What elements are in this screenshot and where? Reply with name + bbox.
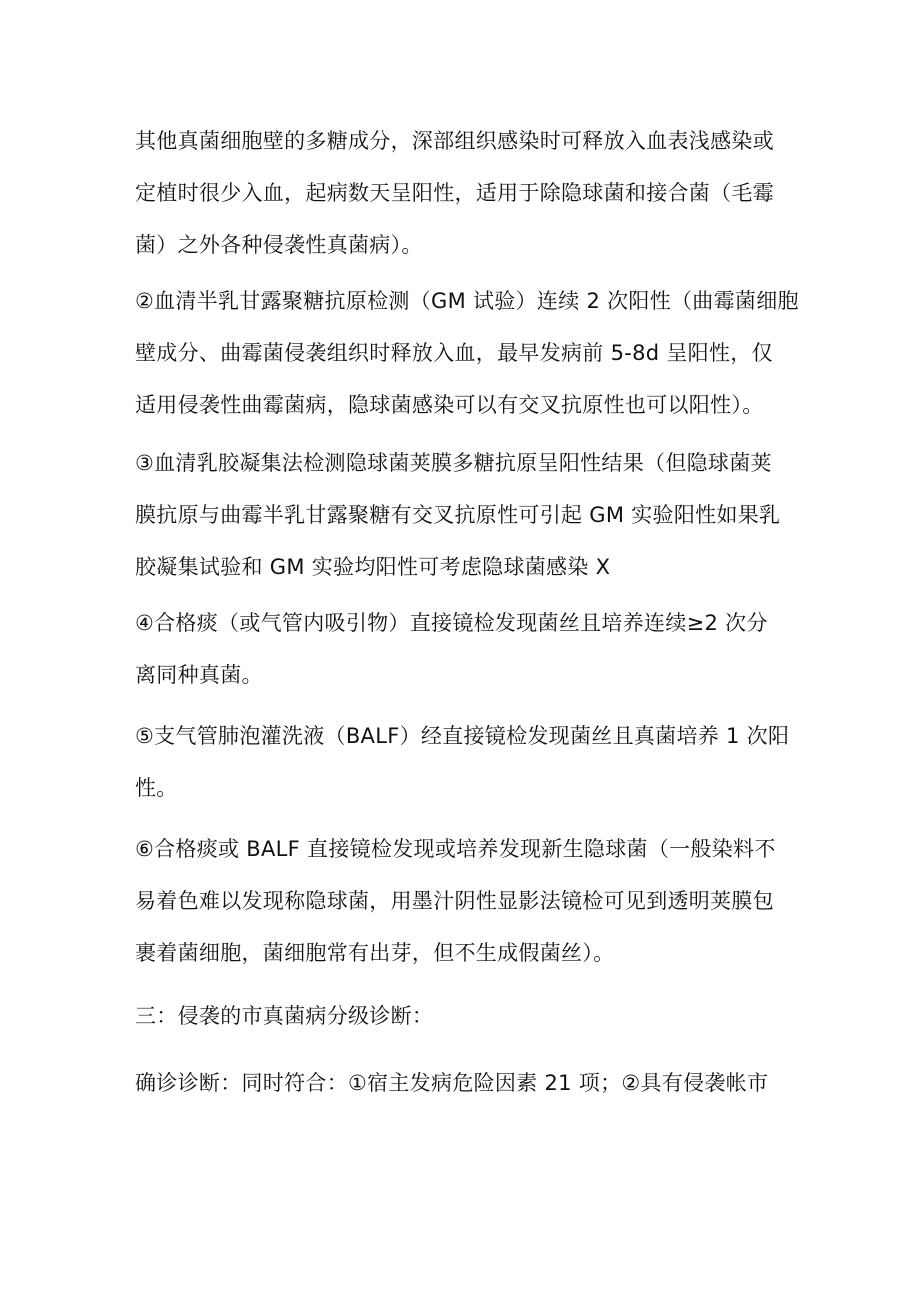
text-line: 离同种真菌。 <box>135 663 263 687</box>
text-line: ②血清半乳甘露聚糖抗原检测（GM 试验）连续 2 次阳性（曲霉菌细胞 <box>135 289 799 313</box>
text-line: 壁成分、曲霉菌侵袭组织时释放入血，最早发病前 5-8d 呈阳性，仅 <box>135 341 773 365</box>
text-line: 确诊诊断：同时符合：①宿主发病危险因素 21 项；②具有侵袭帐市 <box>135 1071 769 1095</box>
paragraph-latex-agglutination <box>135 437 795 593</box>
text-line: 裹着菌细胞，菌细胞常有出芽，但不生成假菌丝）。 <box>135 941 615 965</box>
text-line: ④合格痰（或气管内吸引物）直接镜检发现菌丝且培养连续≥2 次分 <box>135 611 768 635</box>
text-line: ③血清乳胶凝集法检测隐球菌荚膜多糖抗原呈阳性结果（但隐球菌荚 <box>135 451 772 475</box>
text-line: ⑥合格痰或 BALF 直接镜检发现或培养发现新生隐球菌（一般染料不 <box>135 837 776 861</box>
paragraph-beta-glucan-description <box>135 115 795 271</box>
text-line: 易着色难以发现称隐球菌，用墨汁阴性显影法镜检可见到透明荚膜包 <box>135 889 774 913</box>
paragraph-cryptococcus <box>135 823 795 979</box>
text-line: 性。 <box>135 776 178 800</box>
paragraph-balf <box>135 710 795 814</box>
text-line: 适用侵袭性曲霉菌病，隐球菌感染可以有交叉抗原性也可以阳性）。 <box>135 393 764 417</box>
text-line: 胶凝集试验和 GM 实验均阳性可考虑隐球菌感染 X <box>135 555 611 579</box>
text-line: ⑤支气管肺泡灌洗液（BALF）经直接镜检发现菌丝且真菌培养 1 次阳 <box>135 724 790 748</box>
text-line: 膜抗原与曲霉半乳甘露聚糖有交叉抗原性可引起 GM 实验阳性如果乳 <box>135 503 781 527</box>
text-line: 定植时很少入血，起病数天呈阳性，适用于除隐球菌和接合菌（毛霉 <box>135 181 774 205</box>
paragraph-confirmed-diagnosis <box>135 1057 795 1109</box>
paragraph-gm-test <box>135 275 799 431</box>
paragraph-sputum-culture <box>135 597 795 701</box>
text-line: 三：侵袭的市真菌病分级诊断： <box>135 1004 434 1028</box>
section-heading-grading <box>135 990 795 1042</box>
text-line: 菌）之外各种侵袭性真菌病）。 <box>135 233 423 257</box>
text-line: 其他真菌细胞壁的多糖成分，深部组织感染时可释放入血表浅感染或 <box>135 129 774 153</box>
